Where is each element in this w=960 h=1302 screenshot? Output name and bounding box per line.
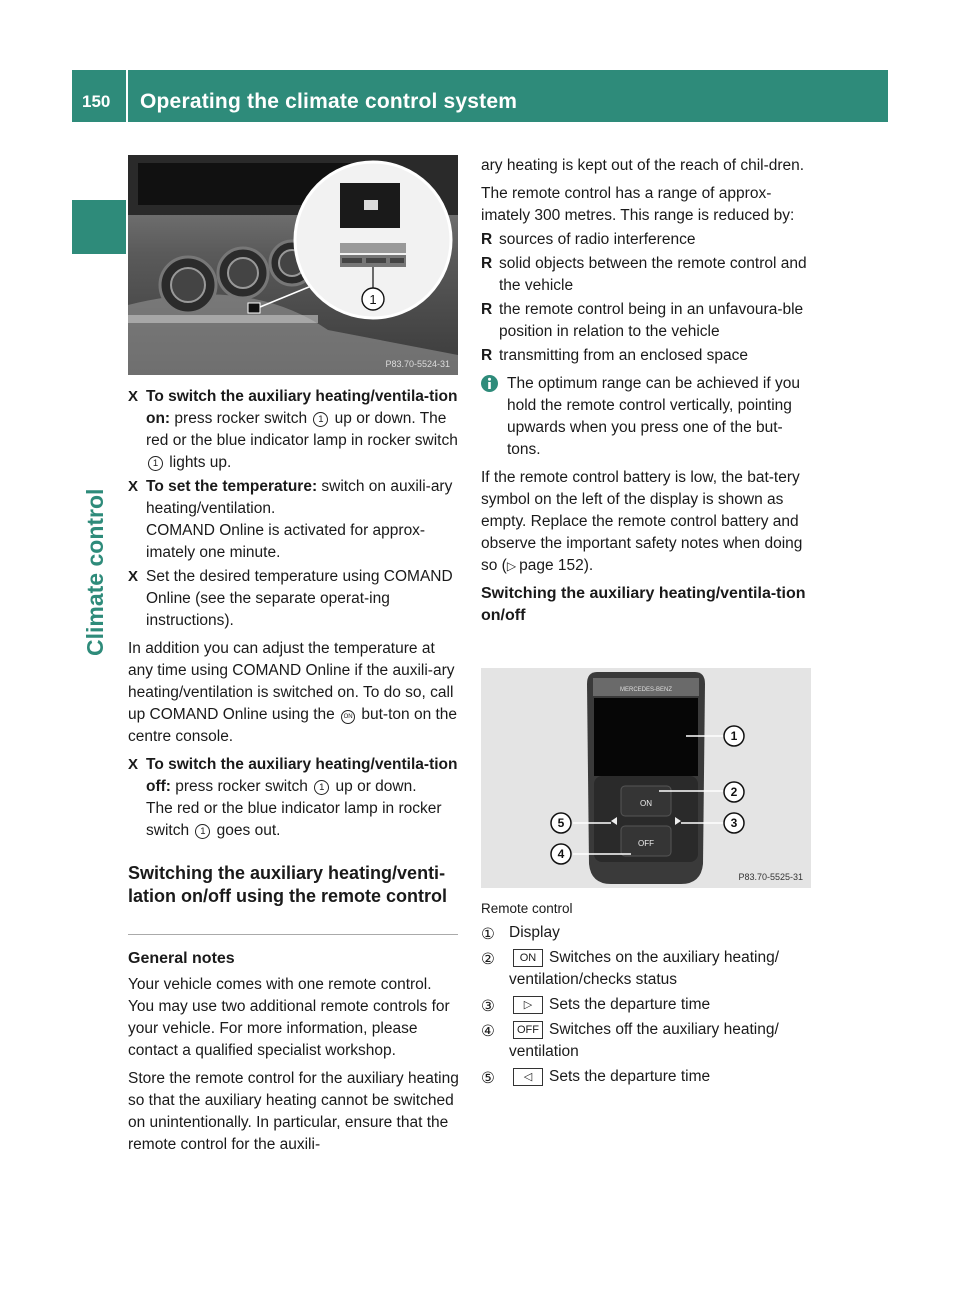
on-button-icon: ON [341,710,355,724]
callout-1-icon: 1 [148,456,163,471]
off-key-icon: OFF [513,1021,543,1039]
off-key-label: OFF [638,839,654,848]
legend-number: ④ [481,1023,495,1040]
bullet-icon: R [481,347,493,364]
left-column [128,386,460,908]
right-column [481,155,813,627]
callout-4-label: 4 [557,847,565,861]
left-column-lower [128,948,460,1162]
side-tab-label: Climate control [82,488,108,656]
bullet-icon: R [481,231,493,248]
remote-legend [481,898,813,1091]
legend-item-right: ③ ▷ Sets the departure time [481,994,813,1016]
paragraph-remote-count: Your vehicle comes with one remote control. You may use two additional remote controls for your vehicle. For more information, please contact a qualified specialist workshop. [128,976,450,1059]
bullet-icon: R [481,255,493,272]
legend-number: ② [481,951,495,968]
step-switch-off: X To switch the auxiliary heating/ventila-tion off: press rocker switch 1 up or down. The red or the blue indicator lamp in rocker switch 1 goes out. [128,756,458,839]
step-switch-on: X To switch the auxiliary heating/ventila-tion on: press rocker switch 1 up or down. The red or the blue indicator lamp in rocker switch 1 lights up. [128,388,458,471]
section-heading: Switching the auxiliary heating/venti-lation on/off using the remote control [128,863,447,906]
info-icon [481,375,498,392]
step-set-desired-temperature: X Set the desired temperature using COMAND Online (see the separate operat-ing instructions). [128,568,453,629]
subheading-general-notes: General notes [128,950,235,967]
page-number-box [72,70,126,122]
callout-3-label: 3 [730,816,738,830]
info-note: The optimum range can be achieved if you hold the remote control vertically, pointing upwards when you press one of the but-tons. [481,373,813,461]
chapter-title: Operating the climate control system [140,90,518,113]
step-marker-icon: X [128,478,139,495]
step-marker-icon: X [128,388,139,405]
on-key-label: ON [640,799,652,808]
figure-caption: Remote control [481,901,573,916]
bullet-icon: R [481,301,493,318]
bullet-item: R the remote control being in an unfavoura-ble position in relation to the vehicle [481,301,804,340]
chapter-header [128,70,888,122]
dashboard-figure [128,155,458,375]
legend-item-on: ② ON Switches on the auxiliary heating/ ventilation/checks status [481,949,780,988]
legend-item-display: ① Display [481,922,813,944]
paragraph-children: ary heating is kept out of the reach of chil-dren. [481,157,805,174]
legend-item-left: ⑤ ◁ Sets the departure time [481,1066,813,1088]
bullet-item: R solid objects between the remote control and the vehicle [481,255,807,294]
legend-number: ⑤ [481,1070,495,1087]
right-arrow-key-icon: ▷ [513,996,543,1014]
page-ref-arrow-icon: ▷ [506,559,517,573]
paragraph-comand: In addition you can adjust the temperature at any time using COMAND Online if the auxili-ary heating/ventilation is switched on. To do so, call up COMAND Online using the ON but-ton on the centre console. [128,640,458,745]
callout-2-label: 2 [730,785,738,799]
legend-number: ③ [481,998,495,1015]
legend-number: ① [481,926,495,943]
paragraph-store-remote: Store the remote control for the auxiliary heating so that the auxiliary heating cannot be switched on unintentionally. In particular, ensure that the remote control for the auxili- [128,1070,459,1153]
paragraph-range: The remote control has a range of approx-imately 300 metres. This range is reduced by: [481,185,795,224]
brand-text: MERCEDES-BENZ [619,687,673,693]
callout-1-icon: 1 [195,824,210,839]
remote-control-figure [481,668,811,888]
callout-1-icon: 1 [313,412,328,427]
figure-code: P83.70-5525-31 [738,872,803,882]
bullet-item: R sources of radio interference [481,229,813,251]
callout-1-label: 1 [730,729,738,743]
callout-5-label: 5 [557,816,565,830]
bullet-item: R transmitting from an enclosed space [481,345,813,367]
dashboard-photo [128,155,458,375]
side-tab-marker [72,200,126,254]
page-reference-link[interactable]: page 152 [519,557,584,574]
callout-1-icon: 1 [314,780,329,795]
step-set-temperature: X To set the temperature: switch on auxili-ary heating/ventilation. COMAND Online is activated for approx-imately one minute. [128,478,453,561]
heading-remote-switching: Switching the auxiliary heating/ventila-tion on/off [481,585,806,624]
left-arrow-key-icon: ◁ [513,1068,543,1086]
section-divider [128,934,458,935]
step-marker-icon: X [128,756,139,773]
paragraph-battery: If the remote control battery is low, the bat-tery symbol on the left of the display is shown as empty. Replace the remote control battery and observe the important safety notes when doing so (▷ page 152). [481,469,803,574]
figure-code: P83.70-5524-31 [385,359,450,369]
on-key-icon: ON [513,949,543,967]
remote-control-photo [481,668,811,888]
step-marker-icon: X [128,568,139,585]
page-number: 150 [82,92,111,111]
callout-1: 1 [369,292,377,307]
legend-item-off: ④ OFF Switches off the auxiliary heating/ ventilation [481,1021,779,1060]
